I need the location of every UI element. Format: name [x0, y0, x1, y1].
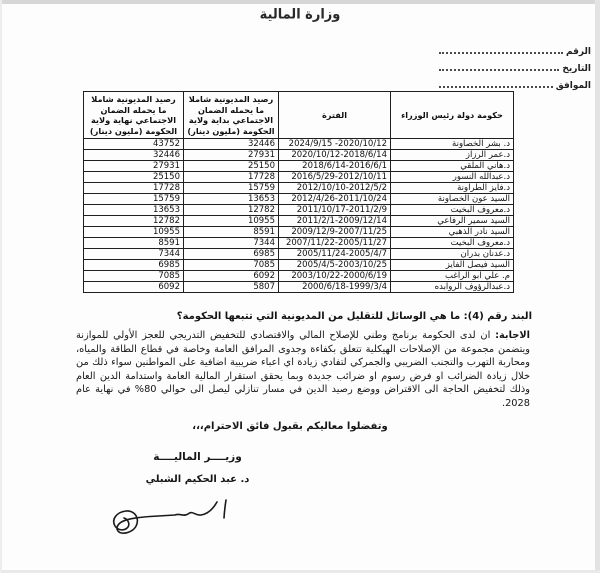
question-line: [60, 310, 532, 324]
closing-salutation: وتفضلوا معاليكم بقبول فائق الاحترام،،،: [192, 421, 388, 432]
cell-debt-start: 25150: [184, 161, 279, 172]
table-row: [84, 238, 514, 249]
cell-debt-end: 13653: [84, 205, 184, 216]
scan-edge-right: [595, 0, 600, 573]
cell-debt-start: 8591: [184, 227, 279, 238]
cell-period: 2000/6/18-1999/3/4: [279, 282, 391, 293]
cell-debt-end: 17728: [84, 183, 184, 194]
cell-debt-start: 13653: [184, 194, 279, 205]
debt-table: [83, 91, 514, 293]
debt-table-body: [84, 139, 514, 293]
minister-name: د. عبد الحكيم الشبلي: [145, 474, 250, 485]
cell-period: 2012/10/10-2012/5/2: [279, 183, 391, 194]
table-row: [84, 172, 514, 183]
cell-period: 2007/11/22-2005/11/27: [279, 238, 391, 249]
cell-debt-start: 32446: [184, 139, 279, 150]
cell-debt-end: 7344: [84, 249, 184, 260]
cell-debt-end: 7085: [84, 271, 184, 282]
cell-government: السيد سمير الرفاعي: [391, 216, 514, 227]
date-line: [439, 69, 559, 71]
cell-debt-start: 10955: [184, 216, 279, 227]
ref-number-line: [439, 52, 563, 54]
scan-edge-left: [0, 0, 2, 573]
cell-period: 2020/10/12-2018/6/14: [279, 150, 391, 161]
cell-debt-start: 15759: [184, 183, 279, 194]
cell-debt-end: 10955: [84, 227, 184, 238]
cell-government: د.فايز الطراونة: [391, 183, 514, 194]
table-row: [84, 205, 514, 216]
cell-government: د.عمر الرزاز: [391, 150, 514, 161]
cell-period: 2003/10/22-2000/6/19: [279, 271, 391, 282]
cell-debt-start: 12782: [184, 205, 279, 216]
cell-government: د.عبدالرؤوف الروابده: [391, 282, 514, 293]
ministry-logo: وزارة المالية: [259, 6, 341, 23]
cell-debt-end: 43752: [84, 139, 184, 150]
cell-period: 2005/11/24-2005/4/7: [279, 249, 391, 260]
table-row: [84, 271, 514, 282]
cell-government: السيد عون الخصاونة: [391, 194, 514, 205]
cell-government: م. علي ابو الراغب: [391, 271, 514, 282]
cell-debt-end: 8591: [84, 238, 184, 249]
reference-fields: [439, 40, 591, 91]
cell-debt-end: 15759: [84, 194, 184, 205]
date-field: [439, 57, 591, 74]
cell-debt-start: 17728: [184, 172, 279, 183]
cell-period: 2011/2/1-2009/12/14: [279, 216, 391, 227]
corresponding-date-line: [439, 86, 553, 88]
handwritten-signature: [98, 489, 243, 544]
cell-debt-start: 7344: [184, 238, 279, 249]
cell-government: السيد فيصل الفايز: [391, 260, 514, 271]
cell-period: 2012/4/26-2011/10/24: [279, 194, 391, 205]
question-text: ما هي الوسائل للتقليل من المديونية التي تتبعها الحكومة؟: [176, 311, 464, 322]
cell-government: د. بشر الخصاونة: [391, 139, 514, 150]
cell-period: 2016/5/29-2012/10/11: [279, 172, 391, 183]
cell-debt-end: 25150: [84, 172, 184, 183]
cell-debt-end: 32446: [84, 150, 184, 161]
cell-government: د.هاني الملقي: [391, 161, 514, 172]
corresponding-date-label: الموافق: [555, 81, 591, 91]
answer-label: الاجابة:: [495, 330, 530, 341]
header-government: حكومة دولة رئيس الوزراء: [391, 92, 514, 139]
cell-government: د.عبدالله النسور: [391, 172, 514, 183]
corresponding-date-field: [439, 74, 591, 91]
cell-debt-end: 6092: [84, 282, 184, 293]
ref-number-field: [439, 40, 591, 57]
cell-period: 2005/4/5-2003/10/25: [279, 260, 391, 271]
cell-debt-start: 5807: [184, 282, 279, 293]
cell-debt-start: 6092: [184, 271, 279, 282]
scan-edge-top: [0, 0, 600, 4]
cell-period: 2011/10/17-2011/2/9: [279, 205, 391, 216]
cell-period: 2009/12/9-2007/11/25: [279, 227, 391, 238]
header-debt-end: رصيد المديونية شاملا ما يحمله الضمان الاجتماعي نهاية ولاية الحكومة (مليون دينار): [84, 92, 184, 139]
cell-debt-start: 6985: [184, 249, 279, 260]
minister-title: وزيــــر الماليــــة: [153, 451, 242, 463]
cell-debt-end: 6985: [84, 260, 184, 271]
table-row: [84, 260, 514, 271]
cell-debt-end: 27931: [84, 161, 184, 172]
signature-stroke-alef: [224, 500, 226, 518]
table-row: [84, 216, 514, 227]
table-row: [84, 282, 514, 293]
header-debt-start: رصيد المديونية شاملا ما يحمله الضمان الاجتماعي بداية ولاية الحكومة (مليون دينار): [184, 92, 279, 139]
date-label: التاريخ: [562, 64, 591, 74]
table-row: [84, 150, 514, 161]
cell-government: د.معروف البخيت: [391, 205, 514, 216]
cell-debt-start: 27931: [184, 150, 279, 161]
ref-number-label: الرقم: [565, 47, 591, 57]
cell-debt-end: 12782: [84, 216, 184, 227]
cell-period: 2024/9/15 -2020/10/12: [279, 139, 391, 150]
table-row: [84, 161, 514, 172]
table-row: [84, 249, 514, 260]
cell-government: السيد نادر الذهبي: [391, 227, 514, 238]
signature-stroke-main: [114, 502, 217, 533]
cell-debt-start: 7085: [184, 260, 279, 271]
table-row: [84, 194, 514, 205]
cell-period: 2018/6/14-2016/6/1: [279, 161, 391, 172]
cell-government: د.عدنان بدران: [391, 249, 514, 260]
table-row: [84, 183, 514, 194]
table-row: [84, 139, 514, 150]
cell-government: د.معروف البخيت: [391, 238, 514, 249]
question-label: البند رقم (4):: [463, 311, 532, 322]
table-header-row: [84, 92, 514, 139]
header-period: الفترة: [279, 92, 391, 139]
answer-paragraph: [76, 329, 530, 410]
answer-text: ان لدى الحكومة برنامج وطني للإصلاح المالي والاقتصادي للتخفيض التدريجي للعجز الأولي للموازنة ويتضمن مجموعة من الإصلاحات الهيكلية تتعلق بكفاءة وجدوى المرافق العامة وخاصة في قطاع الطاقة والمياه، ومحاربة التهرب والتجنب الضريبي والجمركي لتفادي زيادة اي اعباء ضريبية اضافية على المواطنين سواء ذلك من خلال زيادة الضرائب او فرض رسوم او ضرائب جديدة وبما يحقق استقرار المالية العامة واستدامة الدين العام وذلك لتخفيض الحاجة الى الاقتراض ووضع رصيد الدين في مسار تنازلي ليصل الى حوالي 80% في نهاية عام 2028.: [76, 330, 530, 409]
table-row: [84, 227, 514, 238]
